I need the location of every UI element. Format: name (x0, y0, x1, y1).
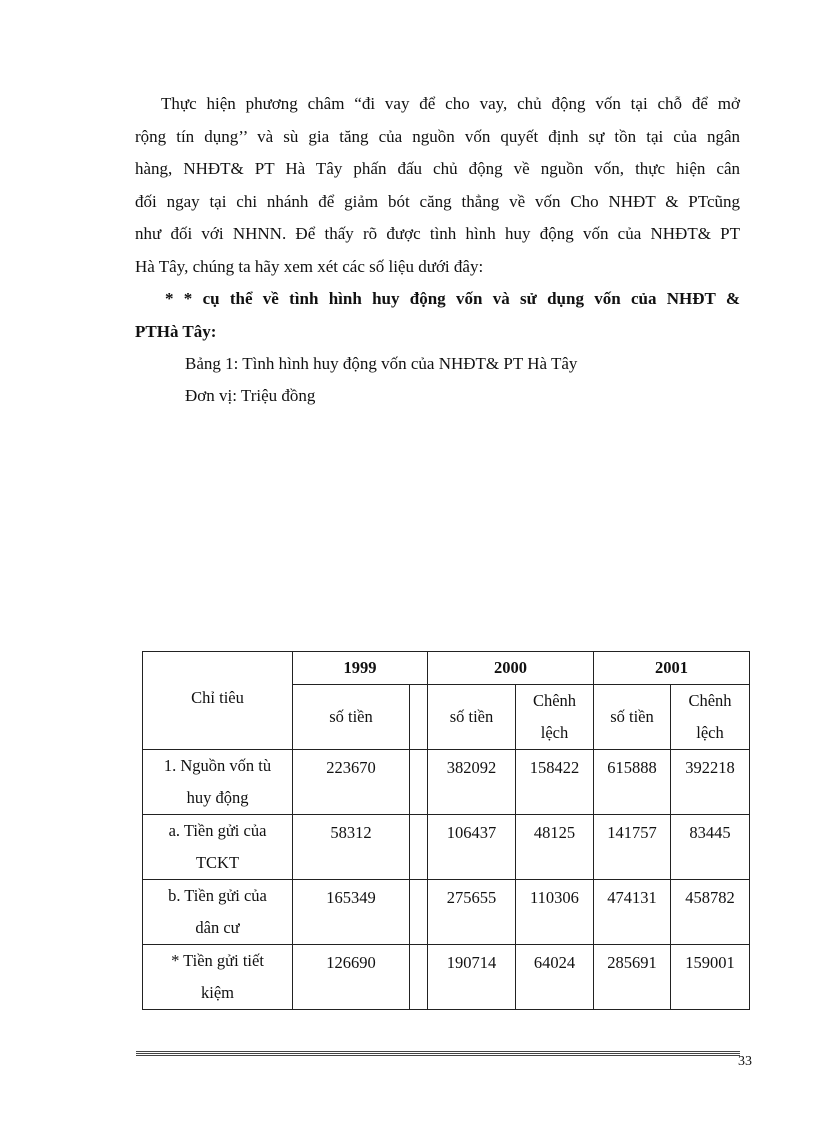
spacer-cell (410, 945, 428, 1010)
cell-2000-amount: 275655 (428, 880, 516, 945)
row-label-line: b. Tiền gửi của (168, 886, 267, 905)
subheader-amount: số tiền (594, 685, 671, 750)
body-text (135, 88, 740, 348)
cell-2000-amount: 106437 (428, 815, 516, 880)
footer-rule (136, 1053, 740, 1054)
row-label-line: 1. Nguồn vốn tù (163, 756, 272, 775)
cell-2001-difference: 159001 (671, 945, 750, 1010)
row-label-line: kiệm (201, 983, 234, 1002)
row-label-line: huy động (186, 788, 249, 807)
cell-2000-difference: 64024 (516, 945, 594, 1010)
cell-2001-amount: 474131 (594, 880, 671, 945)
cell-2001-difference: 392218 (671, 750, 750, 815)
year-header: 2001 (594, 652, 750, 685)
spacer-cell (410, 750, 428, 815)
unit-label: Đơn vị: Triệu đồng (185, 386, 316, 405)
row-label (143, 945, 293, 1010)
spacer-cell (410, 685, 428, 750)
paragraph-line: Thực hiện phương châm “đi vay để cho vay, chủ động vốn tại chỗ để mở (161, 94, 740, 113)
paragraph-line: Hà Tây, chúng ta hãy xem xét các số liệu dưới đây: (135, 256, 484, 276)
table-row (143, 750, 750, 815)
cell-2001-amount: 285691 (594, 945, 671, 1010)
table-row (143, 880, 750, 945)
row-label-line: dân cư (195, 918, 240, 937)
cell-2000-amount: 190714 (428, 945, 516, 1010)
paragraph-line: hàng, NHĐT& PT Hà Tây phấn đấu chủ động về nguồn vốn, thực hiện cân (135, 159, 740, 178)
subheader-amount: số tiền (293, 685, 410, 750)
cell-1999-amount: 223670 (293, 750, 410, 815)
row-label (143, 880, 293, 945)
subheader-difference (516, 685, 594, 750)
table-row (143, 815, 750, 880)
subheader-amount: số tiền (428, 685, 516, 750)
spacer-cell (410, 880, 428, 945)
row-label-line: a. Tiền gửi của (168, 821, 267, 840)
subheader-difference-line: lệch (696, 723, 724, 742)
row-header-label: Chỉ tiêu (191, 688, 244, 707)
intro-paragraph (135, 88, 740, 283)
cell-1999-amount: 58312 (293, 815, 410, 880)
footer-rule (136, 1051, 740, 1052)
cell-2001-difference: 83445 (671, 815, 750, 880)
cell-1999-amount: 126690 (293, 945, 410, 1010)
paragraph-line: đối ngay tại chi nhánh để giảm bót căng thẳng về vốn Cho NHĐT & PTcũng (135, 191, 740, 211)
table-title: Bảng 1: Tình hình huy động vốn của NHĐT& PT Hà Tây (185, 354, 578, 373)
paragraph-line: rộng tín dụng’’ và sù gia tăng của nguồn vốn quyết định sự tồn tại của ngân (135, 126, 740, 146)
row-label (143, 815, 293, 880)
row-label-line: TCKT (195, 853, 240, 872)
cell-2001-amount: 141757 (594, 815, 671, 880)
spacer-cell (410, 815, 428, 880)
row-label (143, 750, 293, 815)
page-number: 33 (738, 1054, 752, 1069)
cell-2000-difference: 110306 (516, 880, 594, 945)
footer-rule (136, 1055, 740, 1056)
year-header: 1999 (293, 652, 428, 685)
heading-line: * * cụ thể về tình hình huy động vốn và sử dụng vốn của NHĐT & (165, 289, 740, 308)
row-header-cell (143, 652, 293, 750)
cell-2000-difference: 158422 (516, 750, 594, 815)
cell-2000-amount: 382092 (428, 750, 516, 815)
heading-line: PTHà Tây: (135, 321, 217, 341)
year-header: 2000 (428, 652, 594, 685)
table-header-row (143, 652, 750, 685)
cell-2000-difference: 48125 (516, 815, 594, 880)
row-label-line: * Tiền gửi tiết (171, 951, 264, 970)
cell-2001-difference: 458782 (671, 880, 750, 945)
paragraph-line: như đối với NHNN. Để thấy rõ được tình hình huy động vốn của NHĐT& PT (135, 224, 740, 243)
cell-1999-amount: 165349 (293, 880, 410, 945)
subheader-difference-line: lệch (540, 723, 569, 742)
table-row (143, 945, 750, 1010)
subheader-difference-line: Chênh (532, 691, 577, 710)
subheader-difference (671, 685, 750, 750)
capital-mobilization-table (142, 651, 750, 1010)
subheader-difference-line: Chênh (688, 691, 732, 710)
section-heading (135, 283, 740, 348)
cell-2001-amount: 615888 (594, 750, 671, 815)
